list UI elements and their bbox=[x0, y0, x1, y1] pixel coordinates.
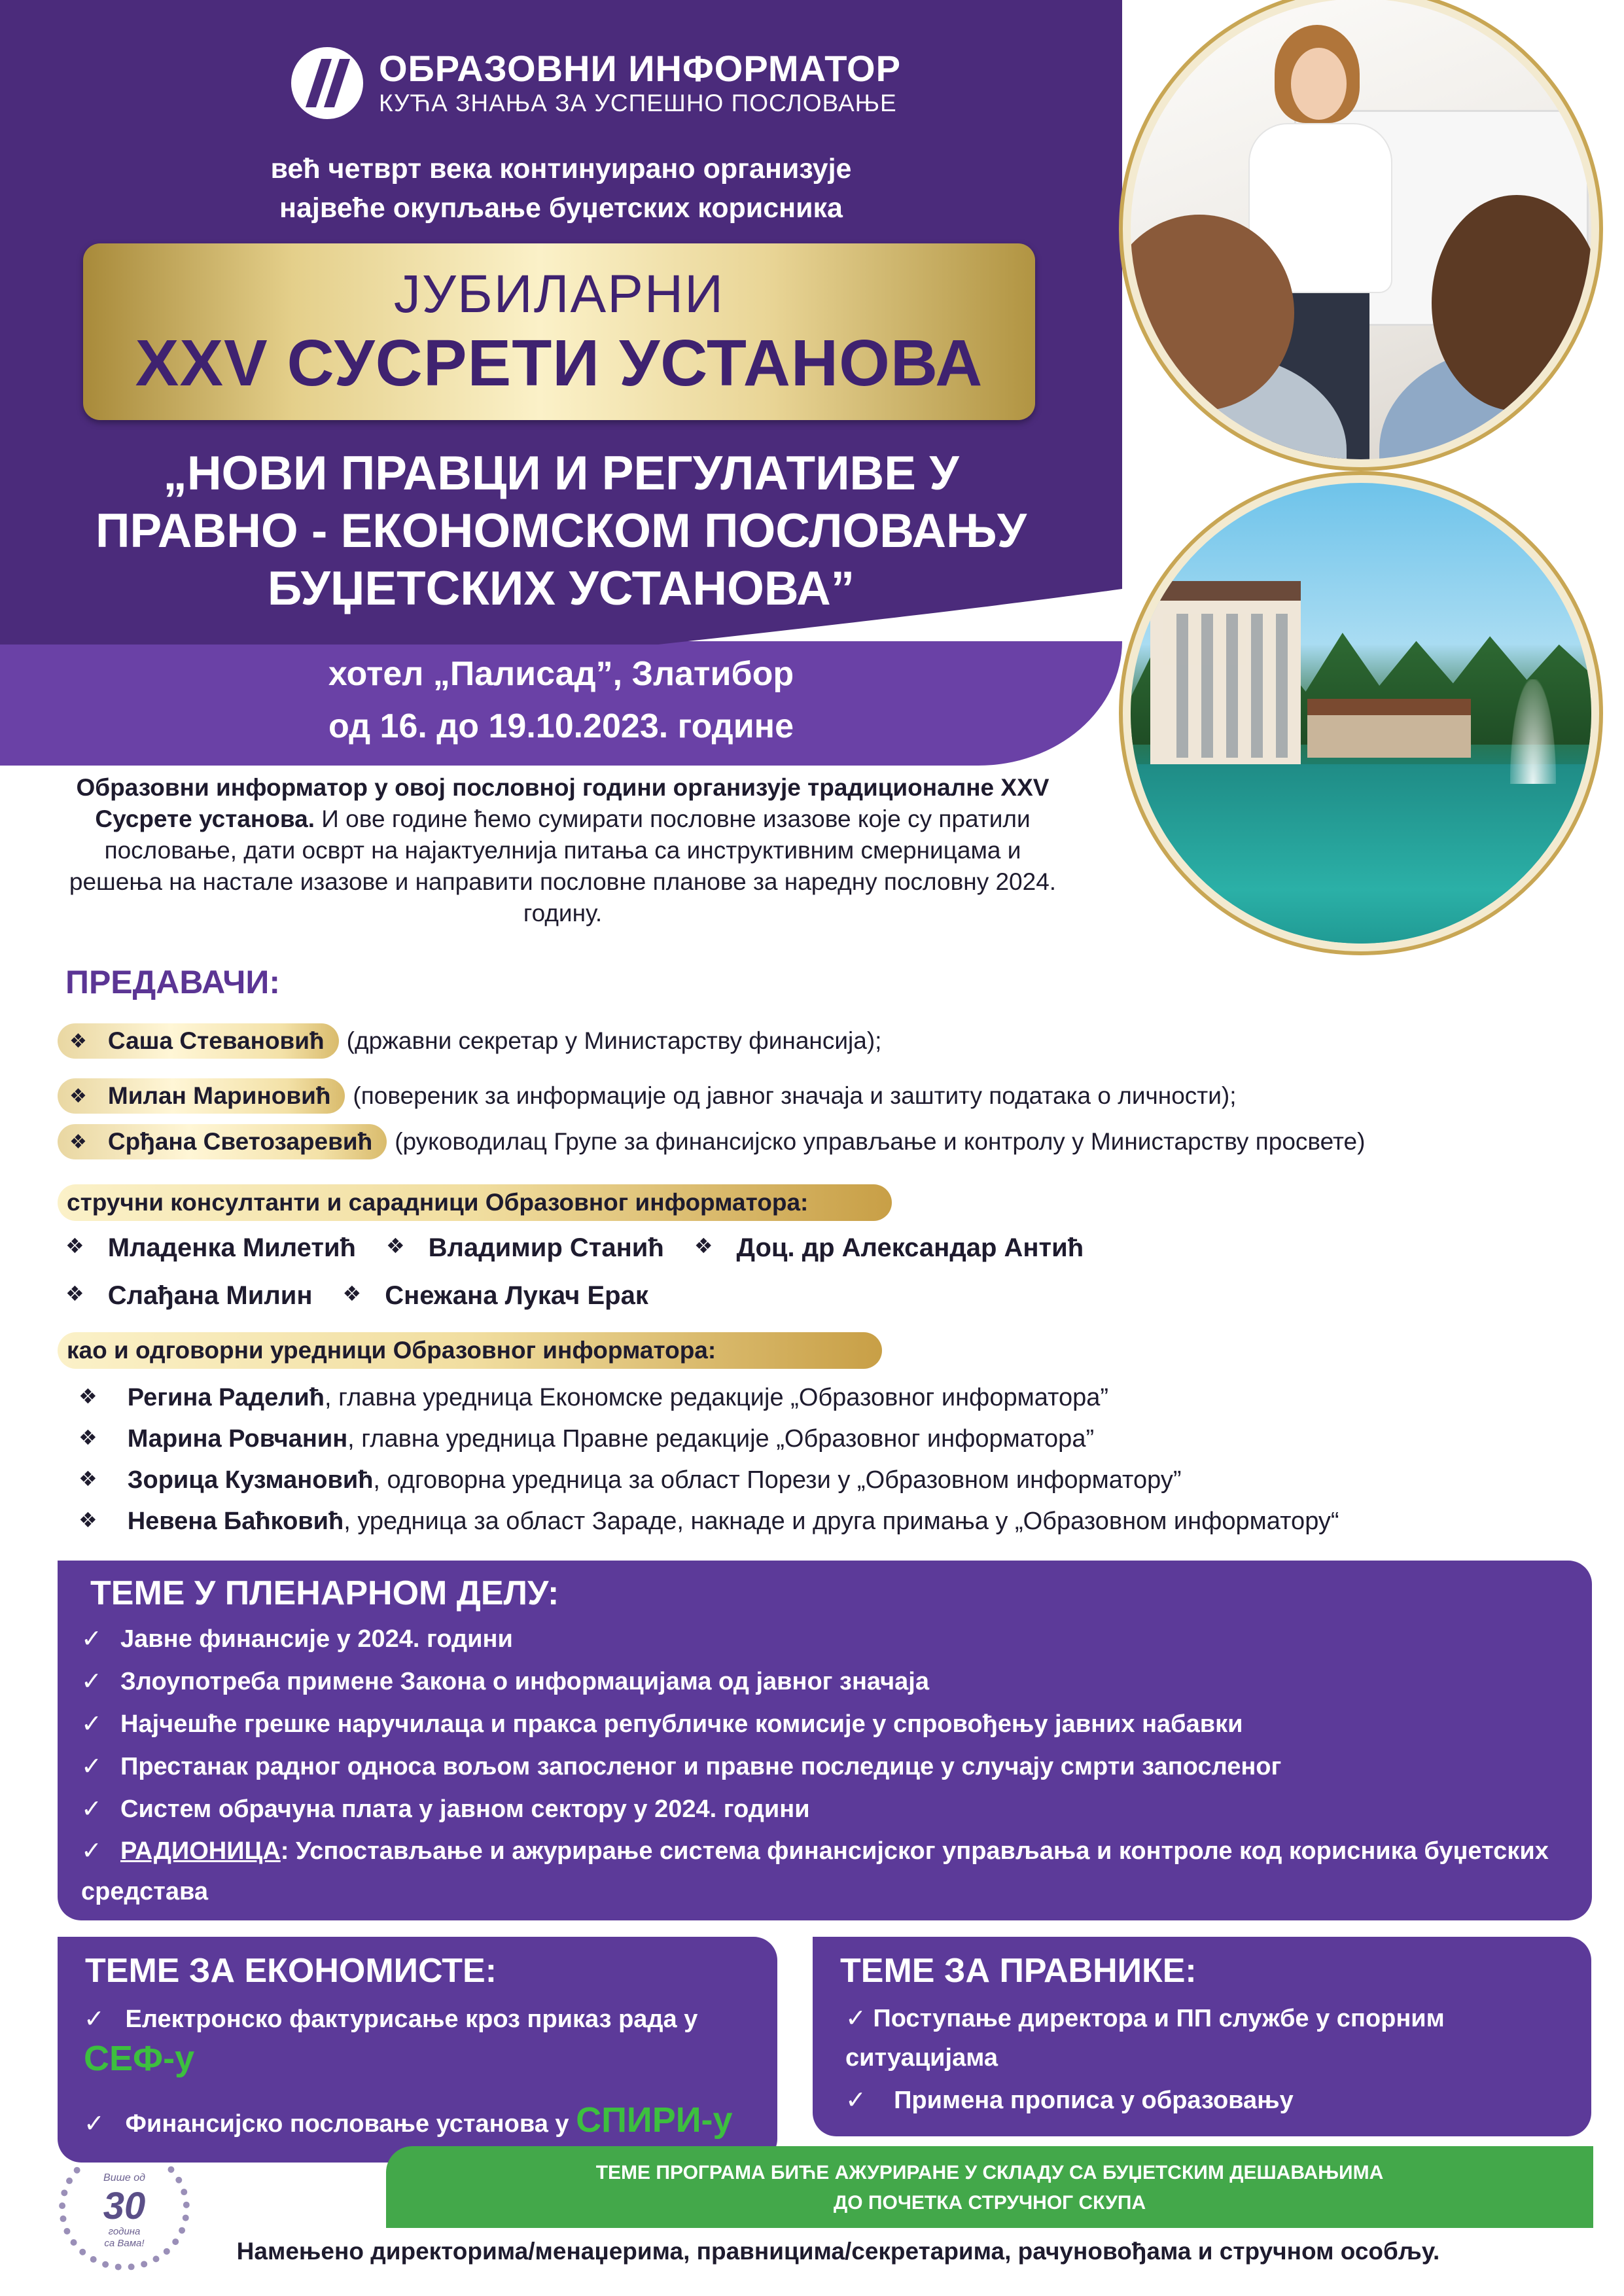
brand-mark-icon bbox=[291, 47, 363, 119]
speaker-name: Милан Мариновић bbox=[107, 1082, 331, 1109]
speakers-title: ПРЕДАВАЧИ: bbox=[65, 964, 281, 1000]
topic-item bbox=[81, 1618, 1573, 1661]
plenary-topic-list bbox=[81, 1618, 1573, 1912]
jubilee-banner bbox=[83, 243, 1035, 420]
intro-line: највеће окупљање буџетских корисника bbox=[279, 192, 843, 224]
notice-line: ТЕМЕ ПРОГРАМА БИЋЕ АЖУРИРАНЕ У СКЛАДУ СА БУЏЕТСКИМ ДЕШАВАЊИМА bbox=[595, 2162, 1384, 2183]
seal-top-text: Више од bbox=[103, 2172, 145, 2183]
program-notice bbox=[386, 2146, 1593, 2228]
event-title: XXV СУСРЕТИ УСТАНОВА bbox=[135, 327, 983, 400]
consultant-name: Снежана Лукач Ерак bbox=[385, 1281, 648, 1310]
check-icon: ✓ bbox=[81, 1795, 102, 1823]
check-icon: ✓ bbox=[84, 2110, 105, 2138]
topic-item bbox=[81, 1746, 1573, 1788]
topic-text: Злоупотреба примене Закона о информацијама од јавног значаја bbox=[120, 1668, 929, 1695]
speaker-name: Срђана Светозаревић bbox=[107, 1128, 373, 1155]
diamond-bullet-icon: ❖ bbox=[385, 1234, 405, 1258]
editor-row bbox=[79, 1466, 1182, 1494]
check-icon: ✓ bbox=[81, 1753, 102, 1780]
audience-footer: Намењено директорима/менаџерима, правницима/секретарима, рачуновођама и стручном особљу. bbox=[236, 2238, 1440, 2265]
venue-info bbox=[0, 648, 1122, 752]
banner-line: ЈУБИЛАРНИ bbox=[393, 264, 725, 324]
notice-line: ДО ПОЧЕТКА СТРУЧНОГ СКУПА bbox=[833, 2192, 1146, 2214]
speaker-role: (државни секретар у Министарству финансија); bbox=[346, 1027, 882, 1054]
topic-text: Систем обрачуна плата у јавном сектору у 2024. години bbox=[120, 1795, 810, 1823]
topic-item bbox=[845, 2081, 1294, 2120]
check-icon: ✓ bbox=[81, 1710, 102, 1738]
presenter-photo bbox=[1131, 0, 1591, 459]
topic-text: Најчешће грешке наручилаца и пракса републичке комисије у спровођењу јавних набавки bbox=[120, 1710, 1243, 1738]
topic-highlight: СПИРИ-у bbox=[576, 2100, 733, 2140]
lead-bold: Образовни информатор у овој пословној години организује традиционалне XXV Сусрете установа. bbox=[76, 774, 1050, 832]
venue-dates: од 16. до 19.10.2023. године bbox=[328, 707, 794, 745]
consultants-row bbox=[65, 1281, 648, 1311]
topic-item bbox=[84, 2000, 751, 2082]
presenter-photo-frame bbox=[1119, 0, 1603, 471]
event-subtitle bbox=[0, 445, 1122, 618]
editor-role: , одговорна уредница за област Порези у „Образовном информатору” bbox=[373, 1466, 1182, 1494]
diamond-bullet-icon: ❖ bbox=[79, 1467, 97, 1491]
editor-role: , главна уредница Правне редакције „Образовног информатора” bbox=[347, 1425, 1095, 1453]
plenary-title: ТЕМЕ У ПЛЕНАРНОМ ДЕЛУ: bbox=[90, 1574, 559, 1612]
editor-role: , главна уредница Економске редакције „Образовног информатора” bbox=[325, 1384, 1109, 1411]
lead-paragraph bbox=[65, 772, 1060, 929]
workshop-item bbox=[81, 1831, 1573, 1912]
subtitle-line: БУЏЕТСКИХ УСТАНОВА” bbox=[267, 562, 855, 615]
speaker-name-pill bbox=[58, 1023, 339, 1059]
brand-tagline: КУЋА ЗНАЊА ЗА УСПЕШНО ПОСЛОВАЊЕ bbox=[379, 90, 897, 116]
check-icon: ✓ bbox=[81, 1837, 102, 1865]
seal-bottom-line: година bbox=[108, 2226, 141, 2237]
brand-name: ОБРАЗОВНИ ИНФОРМАТОР bbox=[379, 48, 901, 89]
speaker-role: (руководилац Групе за финансијско управљање и контролу у Министарству просвете) bbox=[395, 1128, 1366, 1155]
economists-title: ТЕМЕ ЗА ЕКОНОМИСТЕ: bbox=[85, 1952, 497, 1990]
subtitle-line: ПРАВНО - ЕКОНОМСКОМ ПОСЛОВАЊУ bbox=[96, 504, 1027, 557]
diamond-bullet-icon: ❖ bbox=[69, 1030, 87, 1052]
topic-text: Јавне финансије у 2024. години bbox=[120, 1625, 513, 1653]
speaker-name: Саша Стевановић bbox=[107, 1027, 325, 1054]
diamond-bullet-icon: ❖ bbox=[65, 1234, 84, 1258]
speaker-role: (повереник за информације од јавног значаја и заштиту података о личности); bbox=[353, 1082, 1237, 1109]
diamond-bullet-icon: ❖ bbox=[342, 1282, 362, 1305]
consultant-name: Младенка Милетић bbox=[107, 1233, 356, 1262]
topic-text: Поступање директора и ПП службе у спорним ситуацијама bbox=[845, 2005, 1445, 2072]
editor-row bbox=[79, 1384, 1108, 1412]
brand-logo bbox=[291, 47, 901, 119]
check-icon: ✓ bbox=[81, 1668, 102, 1695]
hotel-lake-photo bbox=[1131, 483, 1591, 944]
check-icon: ✓ bbox=[845, 2087, 866, 2114]
topic-item bbox=[84, 2100, 733, 2144]
diamond-bullet-icon: ❖ bbox=[694, 1234, 713, 1258]
topic-text: Престанак радног односа вољом запосленог и правне последице у случају смрти запосленог bbox=[120, 1753, 1282, 1780]
topic-highlight: СЕФ-у bbox=[84, 2039, 195, 2078]
editor-name: Марина Ровчанин bbox=[127, 1425, 348, 1453]
workshop-label: РАДИОНИЦА bbox=[120, 1837, 281, 1865]
diamond-bullet-icon: ❖ bbox=[79, 1508, 97, 1532]
editor-name: Регина Раделић bbox=[127, 1384, 325, 1411]
editor-name: Зорица Кузмановић bbox=[127, 1466, 374, 1494]
topic-item bbox=[845, 1999, 1565, 2077]
speaker-name-pill bbox=[58, 1078, 345, 1114]
speaker-row bbox=[58, 1022, 881, 1060]
topic-text: Електронско фактурисање кроз приказ рада у bbox=[125, 2005, 698, 2033]
lawyers-title: ТЕМЕ ЗА ПРАВНИКЕ: bbox=[840, 1952, 1197, 1990]
plenary-topics-box bbox=[58, 1561, 1592, 1920]
economists-topics-box bbox=[58, 1937, 777, 2163]
lawyers-topics-box bbox=[813, 1937, 1591, 2136]
editor-row bbox=[79, 1425, 1094, 1453]
hotel-photo-frame bbox=[1119, 471, 1603, 955]
consultant-name: Владимир Станић bbox=[428, 1233, 664, 1262]
consultants-row bbox=[65, 1233, 1084, 1263]
diamond-bullet-icon: ❖ bbox=[69, 1131, 87, 1153]
venue-place: хотел „Палисад”, Златибор bbox=[328, 655, 794, 693]
check-icon: ✓ bbox=[81, 1625, 102, 1653]
topic-text: Финансијско пословање установа у bbox=[125, 2110, 576, 2138]
consultant-name: Слађана Милин bbox=[107, 1281, 313, 1310]
lead-rest: И ове године ћемо сумирати пословне изазове које су пратили пословање, дати осврт на најактуелнија питања са инструктивним смерницама и решења на настале изазове и направити пословне планове за наредну пословну 2024. годину. bbox=[69, 805, 1057, 927]
workshop-text: : Успостављање и ажурирање система финансијског управљања и контроле код корисника буџетских средстава bbox=[81, 1837, 1549, 1905]
speaker-row bbox=[58, 1077, 1237, 1115]
editor-name: Невена Баћковић bbox=[127, 1508, 344, 1535]
topic-text: Примена прописа у образовању bbox=[894, 2087, 1294, 2114]
consultants-label: стручни консултанти и сарадници Образовног информатора: bbox=[58, 1184, 892, 1221]
diamond-bullet-icon: ❖ bbox=[65, 1282, 84, 1305]
speaker-row bbox=[58, 1123, 1365, 1161]
diamond-bullet-icon: ❖ bbox=[79, 1385, 97, 1408]
consultant-name: Доц. др Александар Антић bbox=[736, 1233, 1084, 1262]
speaker-name-pill bbox=[58, 1124, 387, 1159]
topic-item bbox=[81, 1703, 1573, 1746]
topic-item bbox=[81, 1788, 1573, 1831]
seal-bottom-line: са Вама! bbox=[104, 2238, 145, 2249]
diamond-bullet-icon: ❖ bbox=[79, 1426, 97, 1449]
editor-role: , уредница за област Зараде, накнаде и друга примања у „Образовном информатору“ bbox=[344, 1508, 1339, 1535]
check-icon: ✓ bbox=[845, 2005, 866, 2032]
diamond-bullet-icon: ❖ bbox=[69, 1085, 87, 1107]
subtitle-line: „НОВИ ПРАВЦИ И РЕГУЛАТИВЕ У bbox=[163, 447, 959, 500]
intro-line: већ четврт века континуирано организује bbox=[270, 153, 852, 185]
check-icon: ✓ bbox=[84, 2005, 105, 2033]
editors-label: као и одговорни уредници Образовног информатора: bbox=[58, 1332, 882, 1369]
intro-text bbox=[0, 149, 1122, 228]
topic-item bbox=[81, 1661, 1573, 1703]
editor-row bbox=[79, 1508, 1339, 1536]
seal-number: 30 bbox=[103, 2185, 146, 2227]
